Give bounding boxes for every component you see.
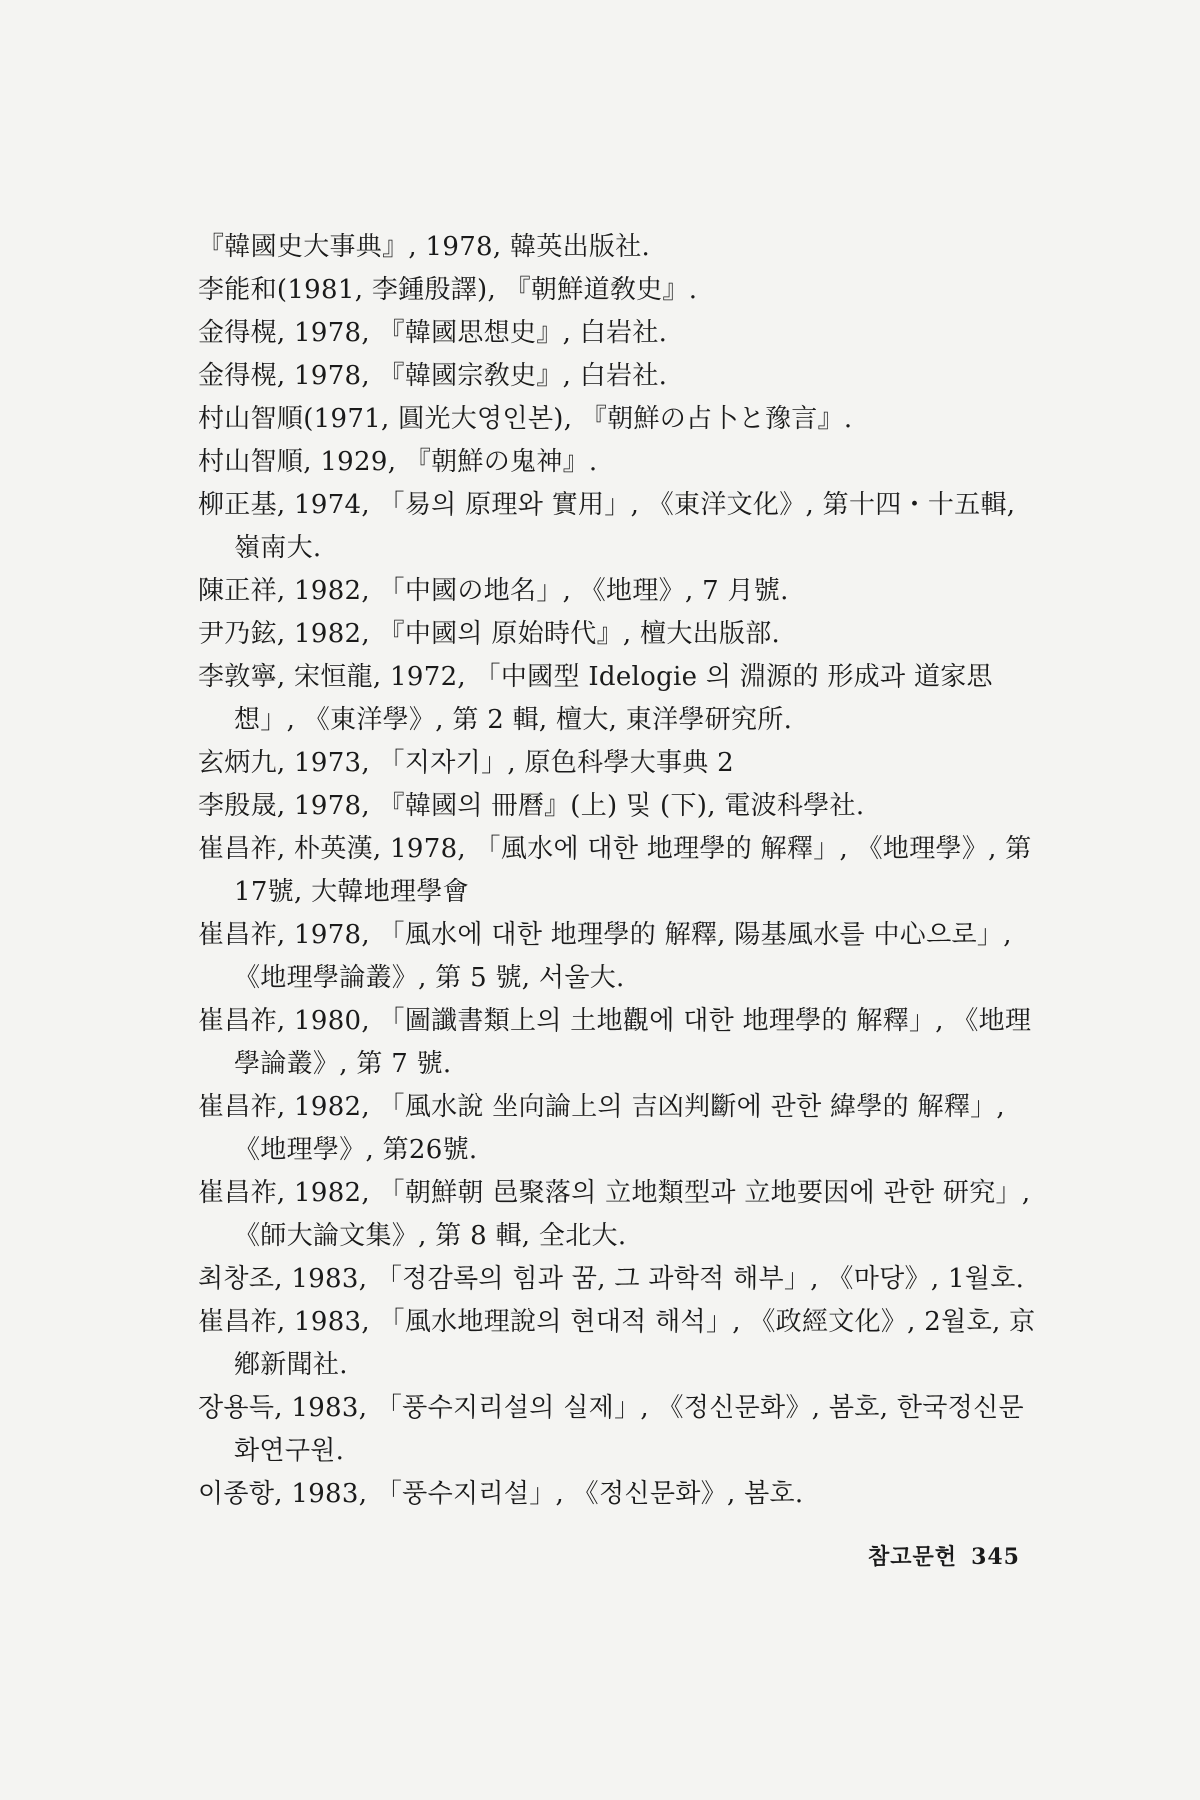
page-number: 345: [971, 1544, 1020, 1570]
reference-entry: 金得榥, 1978, 『韓國宗敎史』, 白岩社.: [198, 361, 668, 391]
reference-entry: 崔昌祚, 1983, 「風水地理說의 현대적 해석」, 《政經文化》, 2월호, 京鄕新聞社.: [198, 1307, 1036, 1380]
reference-entry: 『韓國史大事典』, 1978, 韓英出版社.: [198, 232, 651, 262]
reference-entry: 최창조, 1983, 「정감록의 힘과 꿈, 그 과학적 해부」, 《마당》, 1월호.: [198, 1264, 1025, 1294]
reference-entry: 崔昌祚, 朴英漢, 1978, 「風水에 대한 地理學的 解釋」, 《地理學》, 第17號, 大韓地理學會: [198, 834, 1032, 907]
reference-entry: 尹乃鉉, 1982, 『中國의 原始時代』, 檀大出版部.: [198, 619, 781, 649]
reference-entry: 村山智順, 1929, 『朝鮮の鬼神』.: [198, 447, 598, 477]
reference-entry: 陳正祥, 1982, 「中國の地名」, 《地理》, 7 月號.: [198, 576, 789, 606]
reference-entry: 玄炳九, 1973, 「지자기」, 原色科學大事典 2: [198, 748, 735, 778]
page-footer: [868, 1540, 1020, 1571]
reference-entry: 이종항, 1983, 「풍수지리설」, 《정신문화》, 봄호.: [198, 1479, 804, 1509]
reference-entry: 崔昌祚, 1982, 「風水說 坐向論上의 吉凶判斷에 관한 緯學的 解釋」, 《地理學》, 第26號.: [198, 1092, 1005, 1165]
running-footer-title: 참고문헌: [868, 1544, 958, 1570]
reference-entry: 崔昌祚, 1982, 「朝鮮朝 邑聚落의 立地類型과 立地要因에 관한 研究」, 《師大論文集》, 第 8 輯, 全北大.: [198, 1178, 1031, 1251]
reference-entry: 崔昌祚, 1980, 「圖讖書類上의 土地觀에 대한 地理學的 解釋」, 《地理學論叢》, 第 7 號.: [198, 1006, 1032, 1079]
reference-entry: 李敦寧, 宋恒龍, 1972, 「中國型 Idelogie 의 淵源的 形成과 道家思想」, 《東洋學》, 第 2 輯, 檀大, 東洋學研究所.: [198, 662, 993, 735]
reference-entry: 李能和(1981, 李鍾殷譯), 『朝鮮道敎史』.: [198, 275, 698, 305]
reference-entry: 金得榥, 1978, 『韓國思想史』, 白岩社.: [198, 318, 668, 348]
reference-entry: 장용득, 1983, 「풍수지리설의 실제」, 《정신문화》, 봄호, 한국정신문화연구원.: [198, 1393, 1024, 1466]
reference-entry: 村山智順(1971, 圓光大영인본), 『朝鮮の占卜と豫言』.: [198, 404, 853, 434]
reference-entry: 崔昌祚, 1978, 「風水에 대한 地理學的 解釋, 陽基風水를 中心으로」, 《地理學論叢》, 第 5 號, 서울大.: [198, 920, 1012, 993]
reference-entry: 柳正基, 1974, 「易의 原理와 實用」, 《東洋文化》, 第十四・十五輯, 嶺南大.: [198, 490, 1016, 563]
reference-entry: 李殷晟, 1978, 『韓國의 冊曆』(上) 및 (下), 電波科學社.: [198, 791, 865, 821]
reference-list: [198, 226, 1048, 1516]
